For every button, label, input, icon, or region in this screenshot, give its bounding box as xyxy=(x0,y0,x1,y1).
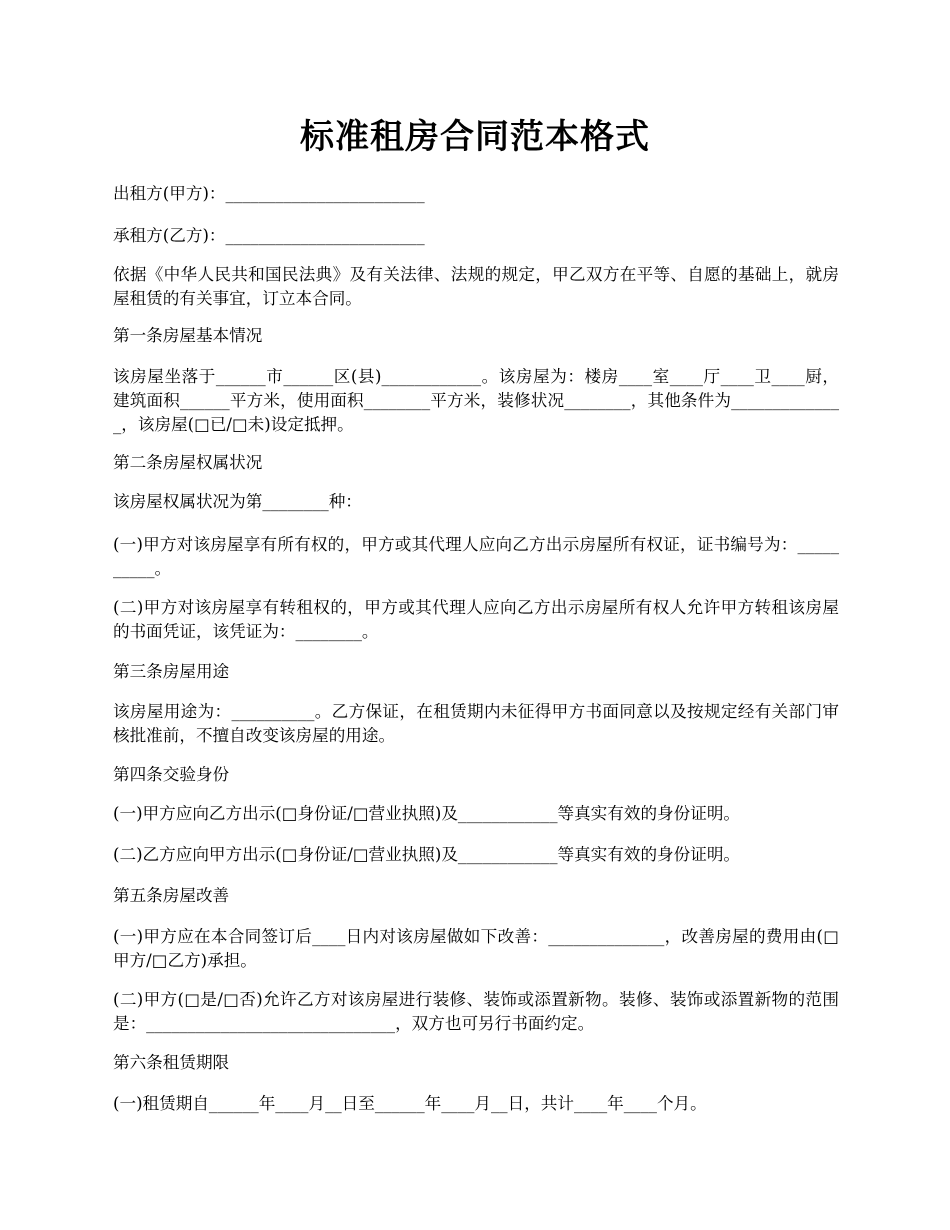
article-2-body: 该房屋权属状况为第________种： xyxy=(113,492,362,511)
lessee-line: 承租方(乙方)：________________________ xyxy=(113,226,425,245)
article-4-clause-2: (二)乙方应向甲方出示(□身份证/□营业执照)及____________等真实有效的身份证明。 xyxy=(113,845,741,864)
article-5-heading: 第五条房屋改善 xyxy=(113,886,230,905)
article-1-body: 该房屋坐落于______市______区(县)____________。该房屋为：楼房____室____厅____卫____厨，建筑面积______平方米，使用面积________平方米，装修状况________，其他条件为______________，该房屋(□已/□未)设定抵押。 xyxy=(113,367,839,434)
article-6-heading: 第六条租赁期限 xyxy=(113,1053,230,1072)
lessor-line: 出租方(甲方)：________________________ xyxy=(113,184,425,203)
article-2-clause-1: (一)甲方对该房屋享有所有权的，甲方或其代理人应向乙方出示房屋所有权证，证书编号为：__________。 xyxy=(113,535,839,578)
document-title: 标准租房合同范本格式 xyxy=(300,117,650,157)
article-5-clause-1: (一)甲方应在本合同签订后____日内对该房屋做如下改善：______________，改善房屋的费用由(□甲方/□乙方)承担。 xyxy=(113,927,839,970)
article-4-heading: 第四条交验身份 xyxy=(113,765,230,784)
article-1-heading: 第一条房屋基本情况 xyxy=(113,326,263,345)
article-2-clause-2: (二)甲方对该房屋享有转租权的，甲方或其代理人应向乙方出示房屋所有权人允许甲方转租该房屋的书面凭证，该凭证为：________。 xyxy=(113,598,839,641)
article-3-body: 该房屋用途为：__________。乙方保证，在租赁期内未征得甲方书面同意以及按规定经有关部门审核批准前，不擅自改变该房屋的用途。 xyxy=(113,702,839,745)
article-2-heading: 第二条房屋权属状况 xyxy=(113,453,263,472)
preamble-paragraph: 依据《中华人民共和国民法典》及有关法律、法规的规定，甲乙双方在平等、自愿的基础上，就房屋租赁的有关事宜，订立本合同。 xyxy=(113,265,839,308)
article-6-clause-1: (一)租赁期自______年____月__日至______年____月__日，共计____年____个月。 xyxy=(113,1094,707,1113)
article-4-clause-1: (一)甲方应向乙方出示(□身份证/□营业执照)及____________等真实有效的身份证明。 xyxy=(113,804,741,823)
article-3-heading: 第三条房屋用途 xyxy=(113,662,230,681)
article-5-clause-2: (二)甲方(□是/□否)允许乙方对该房屋进行装修、装饰或添置新物。装修、装饰或添置新物的范围是：______________________________，双方也可另行书面约定。 xyxy=(113,990,839,1033)
